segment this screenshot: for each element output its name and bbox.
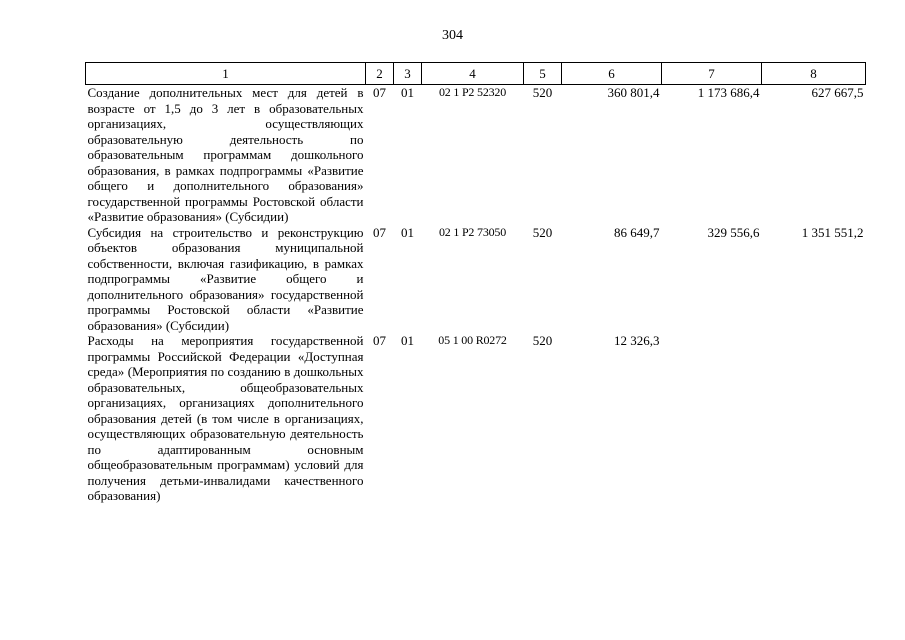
target-article-code: 05 1 00 R0272 bbox=[438, 333, 507, 347]
expense-type-code: 520 bbox=[532, 333, 553, 348]
row-description: Субсидия на строительство и реконструкцию объектов образования муниципальной собственности, включая газификацию, в рамках подпрограммы «Развитие общего и дополнительного образования» государственной программы Ростовской области «Развитие образования» (Субсидии) bbox=[87, 224, 364, 333]
expense-type-code: 520 bbox=[532, 224, 553, 240]
subsection-code: 01 bbox=[401, 85, 414, 100]
amount-col-7: 329 556,6 bbox=[707, 224, 760, 240]
column-header: 7 bbox=[662, 63, 762, 85]
amount-col-6: 12 326,3 bbox=[614, 333, 660, 348]
column-header: 1 bbox=[86, 63, 366, 85]
row-description: Создание дополнительных мест для детей в возрасте от 1,5 до 3 лет в образовательных организациях, осуществляющих образовательную деятельность по образовательным программам дошкольного образования, в рамках подпрограммы «Развитие общего и дополнительного образования» государственной программы Ростовской области «Развитие образования» (Субсидии) bbox=[87, 85, 364, 224]
expense-type-code: 520 bbox=[532, 85, 553, 100]
table-row bbox=[86, 85, 866, 225]
amount-col-6: 86 649,7 bbox=[614, 224, 660, 240]
column-header: 4 bbox=[422, 63, 524, 85]
amount-col-8: 1 351 551,2 bbox=[801, 224, 864, 240]
target-article-code: 02 1 P2 73050 bbox=[438, 224, 507, 239]
table-row bbox=[86, 333, 866, 504]
subsection-code: 01 bbox=[401, 224, 414, 240]
column-header: 5 bbox=[524, 63, 562, 85]
column-header: 8 bbox=[762, 63, 866, 85]
page-number: 304 bbox=[442, 28, 463, 43]
amount-col-7 bbox=[662, 333, 762, 504]
column-header: 6 bbox=[562, 63, 662, 85]
amount-col-7: 1 173 686,4 bbox=[697, 85, 760, 100]
table-row bbox=[86, 225, 866, 334]
column-header: 2 bbox=[366, 63, 394, 85]
amount-col-8 bbox=[762, 333, 866, 504]
section-code: 07 bbox=[373, 85, 386, 100]
amount-col-8: 627 667,5 bbox=[811, 85, 864, 100]
budget-table bbox=[85, 62, 866, 504]
section-code: 07 bbox=[373, 224, 386, 240]
column-header: 3 bbox=[394, 63, 422, 85]
section-code: 07 bbox=[373, 333, 386, 348]
row-description: Расходы на мероприятия государственной программы Российской Федерации «Доступная среда» (Мероприятия по созданию в дошкольных образовательных, общеобразовательных организациях, организациях дополнительного образования детей (в том числе в организациях, осуществляющих образовательную деятельность по адаптированным основным общеобразовательным программам) условий для получения детьми-инвалидами качественного образования) bbox=[87, 333, 364, 503]
target-article-code: 02 1 P2 52320 bbox=[438, 85, 507, 99]
subsection-code: 01 bbox=[401, 333, 414, 348]
table-header-row bbox=[86, 63, 866, 85]
amount-col-6: 360 801,4 bbox=[607, 85, 660, 100]
